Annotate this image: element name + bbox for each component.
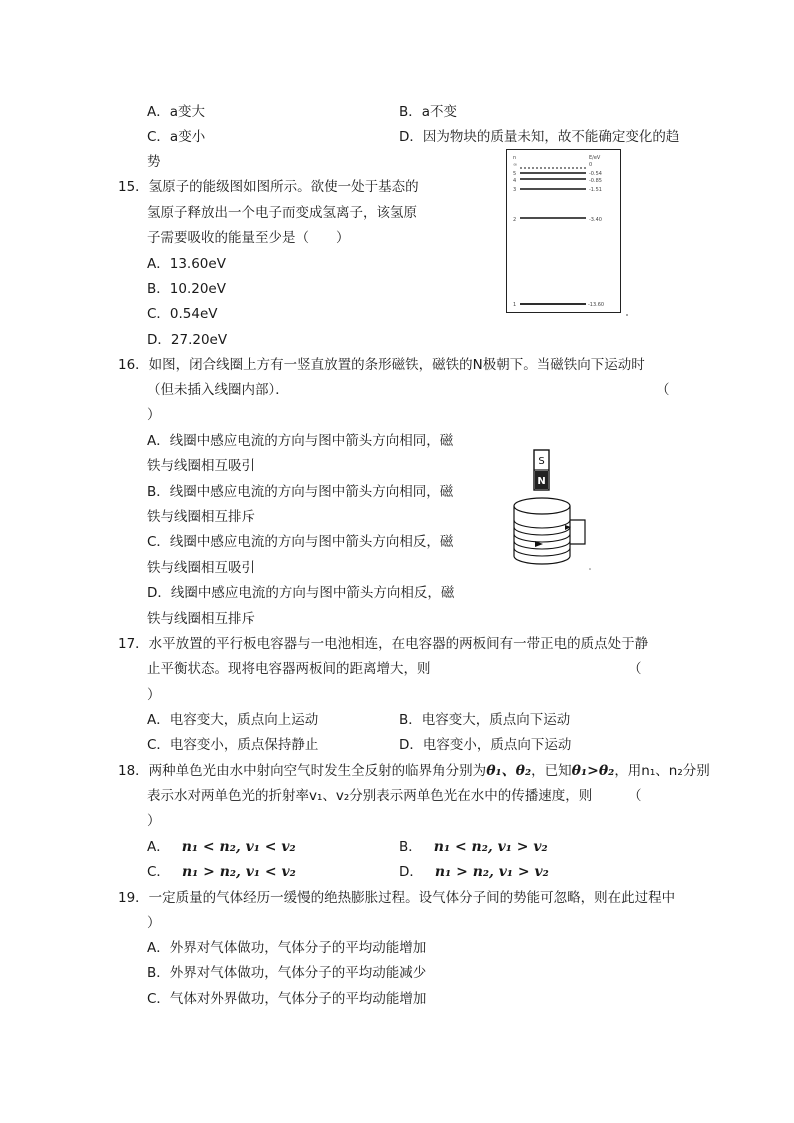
q17-option-c: C．电容变小，质点保持静止	[147, 737, 319, 753]
q18-option-a-label: A．	[147, 839, 170, 855]
scan-dot	[626, 314, 628, 316]
level-4-n: 4	[513, 178, 517, 184]
diagram-n-header: n	[513, 155, 517, 161]
level-5-n: 5	[513, 171, 517, 177]
level-5-value: -0.54	[589, 171, 602, 177]
q15-stem-line1: 15．氢原子的能级图如图所示。欲使一处于基态的	[118, 179, 419, 195]
q18-option-c-math: n₁ > n₂, v₁ < v₂	[181, 864, 296, 880]
q18-stem-line2: 表示水对两单色光的折射率v₁、v₂分别表示两单色光在水中的传播速度，则	[147, 788, 593, 804]
q14-option-c: C．a变小	[147, 129, 206, 145]
level-inf-n: ∞	[513, 162, 518, 168]
coil-top	[514, 498, 570, 514]
q18-option-a-math: n₁ < n₂, v₁ < v₂	[181, 839, 296, 855]
q16-answer-paren-open: （	[656, 382, 670, 398]
q18-option-b	[399, 838, 548, 856]
level-1-value: -13.60	[588, 302, 605, 308]
diagram-e-header: E/eV	[589, 155, 601, 161]
q18-theta-compare: θ₁>θ₂	[571, 763, 615, 779]
q16-answer-paren-close: ）	[147, 407, 161, 423]
q15-stem-line2: 氢原子释放出一个电子而变成氢离子，该氢原	[147, 205, 417, 221]
q18-stem-line1	[118, 762, 710, 780]
q14-option-b: B．a不变	[399, 104, 458, 120]
q17-answer-paren-close: ）	[147, 687, 161, 703]
q16-stem-line1: 16．如图，闭合线圈上方有一竖直放置的条形磁铁，磁铁的N极朝下。当磁铁向下运动时	[118, 357, 645, 373]
coil-wire	[570, 520, 585, 544]
q15-option-b: B．10.20eV	[147, 281, 226, 297]
q18-stem-part3: ，用n₁、n₂分别	[614, 763, 710, 779]
q19-option-a: A．外界对气体做功，气体分子的平均动能增加	[147, 940, 427, 956]
magnet-s-pole: S	[538, 456, 545, 467]
q18-stem-part1: 18．两种单色光由水中射向空气时发生全反射的临界角分别为	[118, 763, 487, 779]
level-4-value: -0.85	[589, 178, 602, 184]
q18-option-d	[399, 863, 549, 881]
q15-stem-line3: 子需要吸收的能量至少是（ ）	[147, 230, 350, 246]
q17-option-a: A．电容变大，质点向上运动	[147, 712, 319, 728]
q16-option-b: B．线圈中感应电流的方向与图中箭头方向相同，磁	[147, 484, 454, 500]
q19-stem-line1: 19．一定质量的气体经历一缓慢的绝热膨胀过程。设气体分子间的势能可忽略，则在此过程中	[118, 890, 676, 906]
q18-option-b-label: B．	[399, 839, 422, 855]
q18-option-b-math: n₁ < n₂, v₁ > v₂	[433, 839, 548, 855]
q16-option-c: C．线圈中感应电流的方向与图中箭头方向相反，磁	[147, 534, 454, 550]
q17-answer-paren-open: （	[628, 661, 642, 677]
level-inf-value: 0	[589, 162, 593, 168]
level-1-n: 1	[513, 302, 517, 308]
q18-option-c-label: C．	[147, 864, 170, 880]
q18-answer-paren-open: （	[628, 788, 642, 804]
energy-level-diagram	[506, 149, 630, 321]
q15-option-c: C．0.54eV	[147, 306, 218, 322]
q16-option-a: A．线圈中感应电流的方向与图中箭头方向相同，磁	[147, 433, 454, 449]
q18-option-d-label: D．	[399, 864, 423, 880]
q16-option-c-cont: 铁与线圈相互吸引	[147, 560, 255, 576]
q14-option-d: D．因为物块的质量未知，故不能确定变化的趋	[399, 129, 680, 145]
q18-option-c	[147, 863, 296, 881]
q18-answer-paren-close: ）	[147, 813, 161, 829]
level-2-value: -3.40	[589, 217, 602, 223]
q18-theta-pair: θ₁、θ₂	[486, 763, 532, 779]
q17-stem-line2: 止平衡状态。现将电容器两板间的距离增大，则	[147, 661, 431, 677]
q17-option-d: D．电容变小，质点向下运动	[399, 737, 572, 753]
q18-stem-part2: ，已知	[531, 763, 572, 779]
q16-option-b-cont: 铁与线圈相互排斥	[147, 509, 255, 525]
level-3-n: 3	[513, 187, 517, 193]
q19-option-b: B．外界对气体做功，气体分子的平均动能减少	[147, 965, 427, 981]
magnet-coil-diagram	[505, 445, 605, 580]
q14-option-a: A．a变大	[147, 104, 206, 120]
q16-option-a-cont: 铁与线圈相互吸引	[147, 458, 255, 474]
q19-option-c: C．气体对外界做功，气体分子的平均动能增加	[147, 991, 427, 1007]
q18-option-a	[147, 838, 296, 856]
q16-option-d: D．线圈中感应电流的方向与图中箭头方向相反，磁	[147, 585, 455, 601]
q15-option-a: A．13.60eV	[147, 256, 226, 272]
q16-stem-line2: （但未插入线圈内部）．	[147, 382, 289, 398]
q14-option-d-cont: 势	[147, 154, 161, 170]
q17-stem-line1: 17．水平放置的平行板电容器与一电池相连，在电容器的两板间有一带正电的质点处于静	[118, 636, 649, 652]
magnet-n-pole: N	[537, 476, 546, 487]
q19-answer-paren-close: ）	[147, 915, 161, 931]
level-3-value: -1.51	[589, 187, 602, 193]
q17-option-b: B．电容变大，质点向下运动	[399, 712, 571, 728]
q18-option-d-math: n₁ > n₂, v₁ > v₂	[434, 864, 549, 880]
level-2-n: 2	[513, 217, 517, 223]
q15-option-d: D．27.20eV	[147, 332, 228, 348]
q16-option-d-cont: 铁与线圈相互排斥	[147, 611, 255, 627]
